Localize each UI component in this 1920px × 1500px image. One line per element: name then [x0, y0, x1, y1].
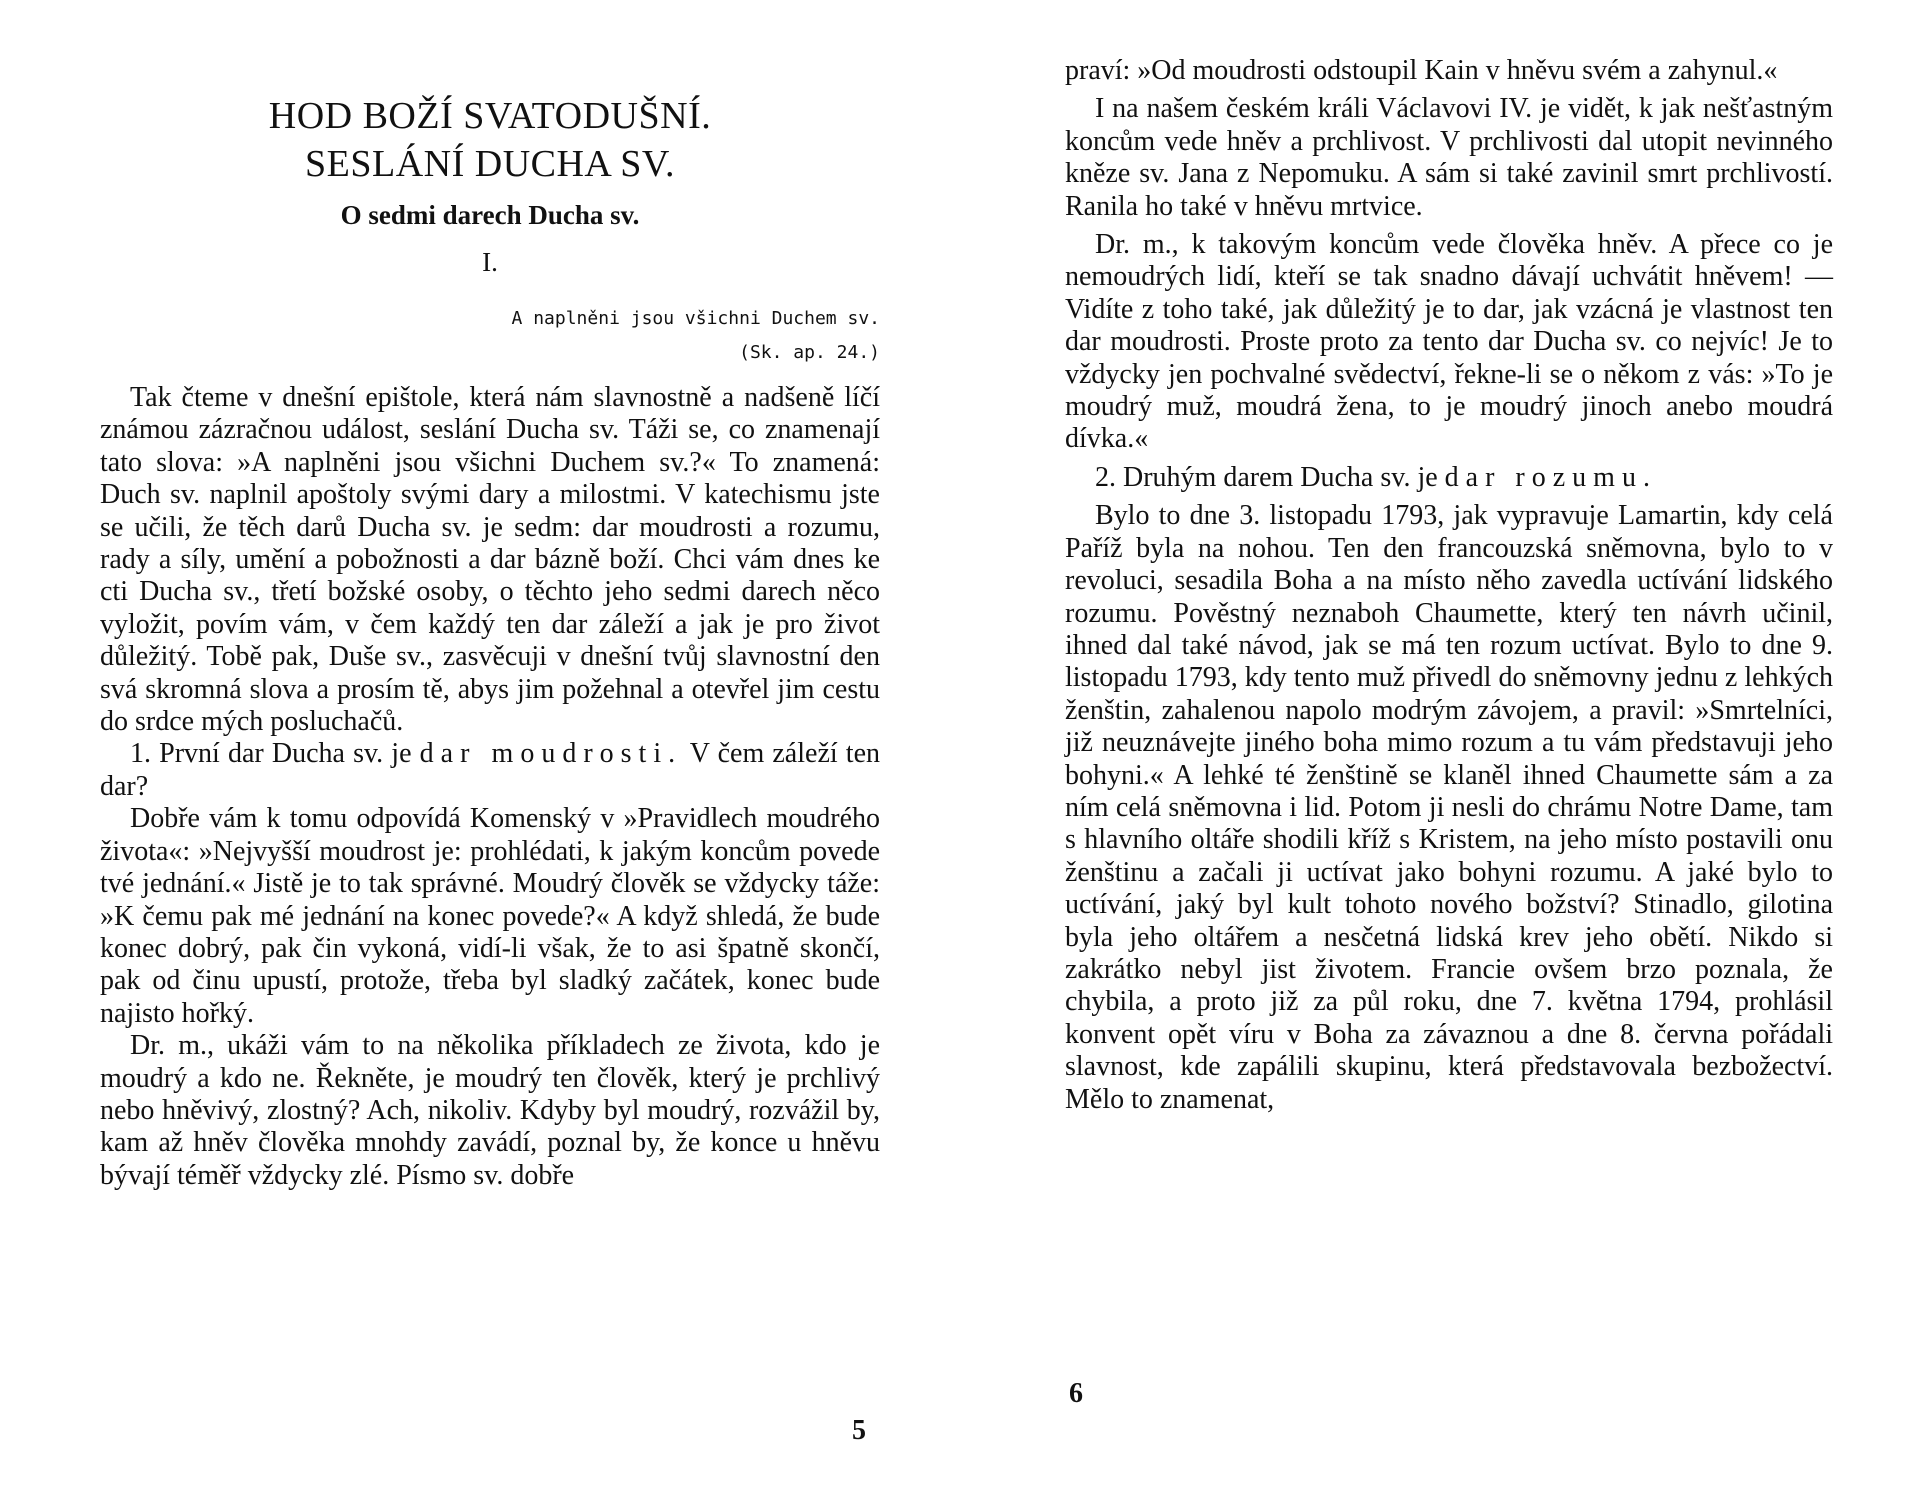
epigraph	[512, 302, 880, 370]
epigraph-source: (Sk. ap. 24.)	[739, 342, 880, 363]
paragraph-gift1	[100, 738, 880, 803]
right-page	[1065, 0, 1833, 1500]
paragraph-examples: Dr. m., ukáži vám to na několika příkladech ze života, kdo je moudrý a kdo ne. Řekněte, je moudrý ten člověk, který je prchlivý nebo hněvivý, zlostný? Ach, nikoliv. Kdyby byl moudrý, rozvážil by, kam až hněv člověka mnohdy zavádí, poznal by, že konce u hněvu bývají téměř vždycky zlé. Písmo sv. dobře	[100, 1030, 880, 1191]
paragraph-intro: Tak čteme v dnešní epištole, která nám slavnostně a nadšeně líčí známou zázračnou událost, seslání Ducha sv. Táži se, co znamenají tato slova: »A naplněni jsou všichni Duchem sv.?« To znamená: Duch sv. naplnil apoštoly svými dary a milostmi. V katechismu jste se učili, že těch darů Ducha sv. je sedm: dar moudrosti a rozumu, rady a síly, umění a pobožnosti a dar bázně boží. Chci vám dnes ke cti Ducha sv., třetí božské osoby, o těchto jeho sedmi darech něco vyložit, povím vám, v čem každý ten dar záleží a jak je pro život důležitý. Tobě pak, Duše sv., zasvěcuji v dnešní tvůj slavnostní den svá skromná slova a prosím tě, abys jim požehnal a otevřel jim cestu do srdce mých posluchačů.	[100, 382, 880, 738]
chapter-subtitle: O sedmi darech Ducha sv.	[340, 200, 640, 230]
gift1-prefix: 1. První dar Ducha sv. je	[130, 738, 412, 770]
gift1-question: V čem záleží ten dar?	[100, 738, 881, 802]
gift2-prefix: 2. Druhým darem Ducha sv. je	[1095, 461, 1438, 493]
gift2-name: dar rozumu.	[1444, 461, 1657, 493]
left-page	[100, 0, 880, 1500]
left-body-text	[100, 382, 880, 1192]
paragraph-gift2	[1065, 462, 1833, 494]
paragraph-komensky: Dobře vám k tomu odpovídá Komenský v »Pravidlech moudrého života«: »Nejvyšší moudrost je: prohlédati, k jakým koncům povede tvé jednání.« Jistě je to tak správné. Moudrý člověk se vždycky táže: »K čemu pak mé jednání na konec povede?« A když shledá, že bude konec dobrý, pak čin vykoná, vidí-li však, že to asi špatně skončí, pak od činu upustí, protože, třeba byl sladký začátek, konec bude najisto hořký.	[100, 803, 880, 1029]
paragraph-vaclav: I na našem českém králi Václavovi IV. je vidět, k jak nešťastným koncům vede hněv a prchlivost. V prchlivosti dal utopit nevinného kněze sv. Jana z Nepomuku. A sám si také zavinil smrt prchlivostí. Ranila ho také v hněvu mrtvice.	[1065, 93, 1833, 222]
paragraph-anger: Dr. m., k takovým koncům vede člověka hněv. A přece co je nemoudrých lidí, kteří se tak snadno dávají uchvátit hněvem! — Vidíte z toho také, jak důležitý je to dar, jak vzácná je vlastnost ten dar moudrosti. Proste proto za tento dar Ducha sv. co nejvíc! Je to vždycky jen pochvalné svědectví, řekne-li se o někom z vás: »To je moudrý muž, moudrá žena, to je moudrý jinoch anebo moudrá dívka.«	[1065, 229, 1833, 455]
epigraph-quote: A naplněni jsou všichni Duchem sv.	[511, 308, 880, 329]
section-number: I.	[482, 247, 498, 277]
paragraph-continuation: praví: »Od moudrosti odstoupil Kain v hněvu svém a zahynul.«	[1065, 55, 1778, 86]
chapter-title-line1: HOD BOŽÍ SVATODUŠNÍ.	[268, 95, 712, 137]
right-body-text	[1065, 55, 1833, 1116]
chapter-heading	[130, 92, 850, 278]
page-number-right: 6	[1069, 1378, 1083, 1409]
paragraph-revolution: Bylo to dne 3. listopadu 1793, jak vypravuje Lamartin, kdy celá Paříž byla na nohou. Ten den francouzská sněmovna, bylo to v revoluci, sesadila Boha a na místo něho zavedla uctívání lidského rozumu. Pověstný neznaboh Chaumette, který ten návrh učinil, ihned dal také návod, jak se má ten rozum uctívat. Bylo to dne 9. listopadu 1793, kdy tento muž přivedl do sněmovny jednu z lehkých ženštin, zahalenou napolo modrým závojem, a pravil: »Smrtelníci, již neuznávejte jiného boha mimo rozum a tu vám představuji jeho bohyni.« A lehké té ženštině se klaněl ihned Chaumette sám a za ním celá sněmovna i lid. Potom ji nesli do chrámu Notre Dame, tam s hlavního oltáře shodili kříž s Kristem, na jeho místo postavili onu ženštinu a začali ji uctívat jako bohyni rozumu. A jaké bylo to uctívání, jaký byl kult tohoto nového božství? Stinadlo, gilotina byla jeho oltářem a nesčetná lidská krev jeho obětí. Nikdo si zakrátko nebyl jist životem. Francie ovšem brzo poznala, že chybila, a proto již za půl roku, dne 7. května 1794, prohlásil konvent opět víru v Boha za závaznou a dne 8. června pořádali slavnost, kde zapálili skupinu, která představovala bezbožectví. Mělo to znamenat,	[1065, 500, 1833, 1115]
page-number-left: 5	[852, 1415, 866, 1446]
gift1-name: dar moudrosti.	[419, 738, 683, 770]
chapter-title-line2: SESLÁNÍ DUCHA SV.	[305, 143, 675, 185]
